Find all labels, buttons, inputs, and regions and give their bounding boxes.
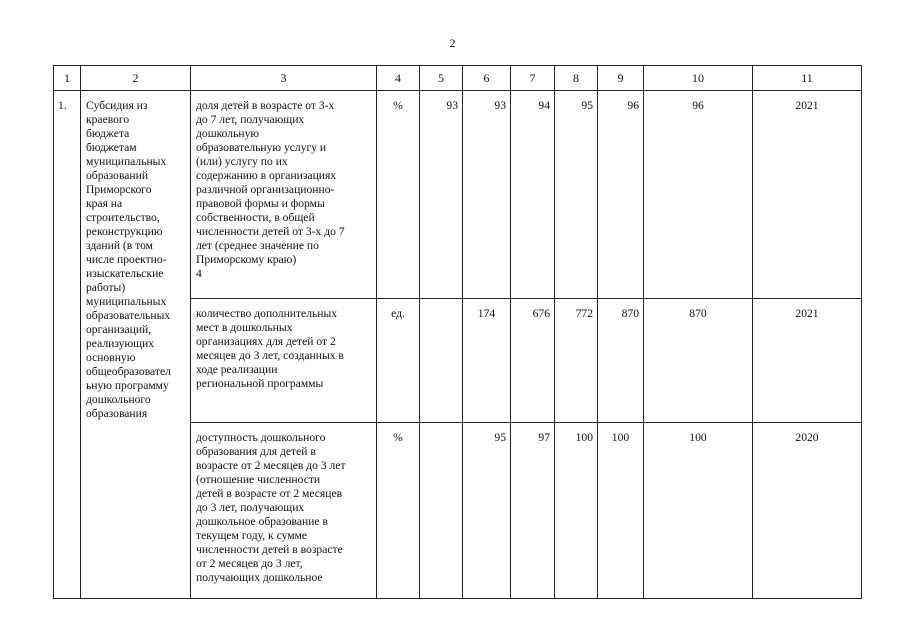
value-col-11: 2021 xyxy=(795,99,819,112)
value-cell xyxy=(598,91,644,299)
indicators-table xyxy=(53,65,862,599)
value-cell xyxy=(555,91,598,299)
page-number: 2 xyxy=(449,36,456,50)
value-col-10: 100 xyxy=(689,431,707,444)
value-cell xyxy=(463,91,511,299)
indicator-text: количество дополнительных мест в дошкольных организациях для детей от 2 месяцев до 3 лет, созданных в ходе реализации региональной программы xyxy=(196,307,344,390)
value-col-10: 870 xyxy=(689,307,707,320)
value-cell xyxy=(555,423,598,599)
unit-value: % xyxy=(393,431,403,444)
value-cell xyxy=(644,299,753,423)
value-cell xyxy=(463,299,511,423)
header-cell: 2 xyxy=(81,66,191,91)
value-cell xyxy=(511,423,555,599)
row-number-cell xyxy=(54,91,81,599)
value-col-11: 2020 xyxy=(795,431,819,444)
unit-value: % xyxy=(393,99,403,112)
header-cell: 4 xyxy=(377,66,420,91)
row-number: 1. xyxy=(58,99,67,112)
value-col-9: 100 xyxy=(611,431,630,444)
value-col-9: 870 xyxy=(621,307,639,320)
value-col-7: 94 xyxy=(538,99,550,112)
header-cell: 1 xyxy=(54,66,81,91)
value-col-6: 95 xyxy=(494,431,506,444)
value-cell xyxy=(511,299,555,423)
unit-cell xyxy=(377,423,420,599)
indicator-cell xyxy=(191,299,377,423)
value-cell xyxy=(420,299,463,423)
indicator-text: доля детей в возрасте от 3-х до 7 лет, получающих дошкольную образовательную услугу и (или) услугу по их содержанию в организациях различной организационно- правовой формы и формы собственности, в общей численности детей от 3-х до 7 лет (среднее значение по Приморскому краю) 4 xyxy=(196,99,345,280)
value-col-5: 93 xyxy=(446,99,458,112)
table-header-row xyxy=(54,66,862,91)
value-cell xyxy=(753,91,862,299)
value-cell xyxy=(644,423,753,599)
header-cell: 5 xyxy=(420,66,463,91)
header-cell: 10 xyxy=(644,66,753,91)
value-cell xyxy=(753,423,862,599)
value-cell xyxy=(511,91,555,299)
indicator-cell xyxy=(191,91,377,299)
unit-cell xyxy=(377,299,420,423)
indicator-cell xyxy=(191,423,377,599)
value-cell xyxy=(598,299,644,423)
header-cell: 8 xyxy=(555,66,598,91)
unit-cell xyxy=(377,91,420,299)
value-col-8: 772 xyxy=(575,307,593,320)
value-col-9: 96 xyxy=(627,99,639,112)
value-cell xyxy=(555,299,598,423)
unit-value: ед. xyxy=(391,307,405,320)
value-col-11: 2021 xyxy=(795,307,819,320)
value-col-5 xyxy=(420,299,462,307)
header-cell: 9 xyxy=(598,66,644,91)
value-cell xyxy=(420,423,463,599)
value-cell xyxy=(463,423,511,599)
indicator-text: доступность дошкольного образования для детей в возрасте от 2 месяцев до 3 лет (отношение численности детей в возрасте от 2 месяцев до 3 лет, получающих дошкольное образование в текущем году, к сумме численности детей в возрасте от 2 месяцев до 3 лет, получающих дошкольное xyxy=(196,431,346,584)
header-cell: 7 xyxy=(511,66,555,91)
value-cell xyxy=(753,299,862,423)
value-col-7: 97 xyxy=(538,431,550,444)
header-cell: 3 xyxy=(191,66,377,91)
header-cell: 11 xyxy=(753,66,862,91)
value-cell xyxy=(598,423,644,599)
value-col-8: 100 xyxy=(575,431,593,444)
value-cell xyxy=(644,91,753,299)
value-col-7: 676 xyxy=(532,307,550,320)
header-cell: 6 xyxy=(463,66,511,91)
value-col-8: 95 xyxy=(581,99,593,112)
value-col-6: 93 xyxy=(494,99,506,112)
row-name-cell xyxy=(81,91,191,599)
value-cell xyxy=(420,91,463,299)
subsidy-name: Субсидия из краевого бюджета бюджетам муниципальных образований Приморского края на строительство, реконструкцию зданий (в том числе проектно- изыскательские работы) муниципальных образовательных организаций, реализующих основную общеобразовател ьную программу дошкольного образования xyxy=(86,99,171,420)
value-col-5 xyxy=(420,423,462,431)
table-row xyxy=(54,91,862,299)
value-col-6: 174 xyxy=(477,307,496,320)
value-col-10: 96 xyxy=(692,99,704,112)
